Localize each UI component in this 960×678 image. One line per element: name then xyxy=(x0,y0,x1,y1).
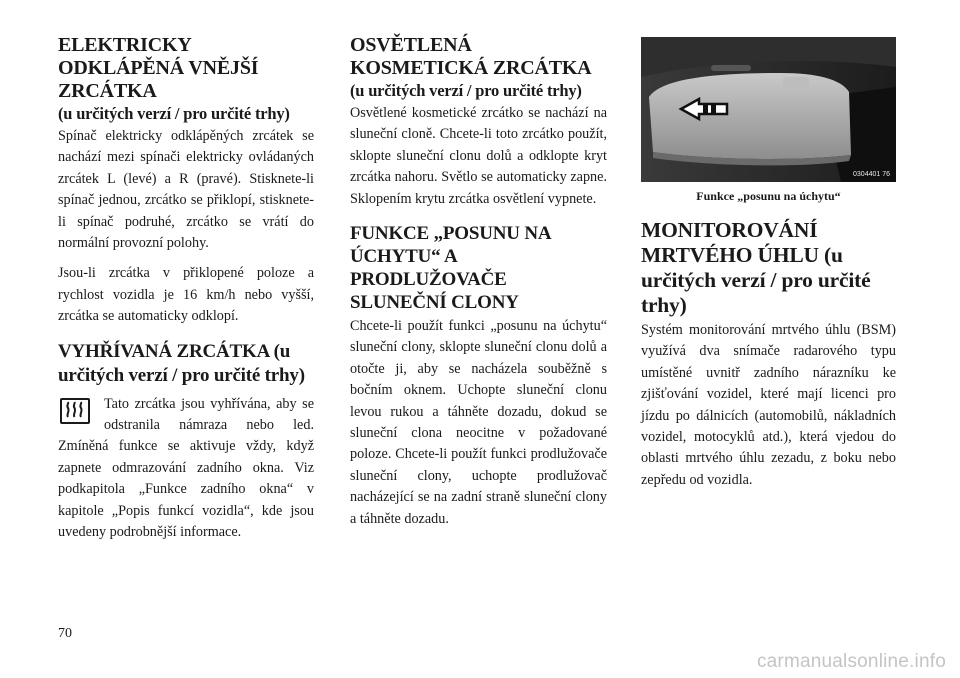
photo-code: 0304401 76 xyxy=(853,171,890,178)
paragraph-folding-switch: Spínač elektricky odklápěných zrcátek se nachází mezi spínači elektricky ovládaných zrcátek L (levé) a R (pravé). Stisknete-li spínač jednou, zrcátko se přiklopí, stisknete-li spínač podruhé, zrcátko se vrátí do normální provozní polohy. xyxy=(58,128,314,252)
paragraph-heated-mirrors: Tato zrcátka jsou vyhřívána, aby se odstranila námraza nebo led. Zmíněná funkce se aktivuje vždy, když zapnete odmrazování zadního okna. Viz podkapitola „Funkce zadního okna“ v kapitole „Popis funkcí vozidla“, kde jsou uvedeny podrobnější informace. xyxy=(58,395,314,541)
heading-blind-spot: MONITOROVÁNÍ MRTVÉHO ÚHLU (u určitých verzí / pro určité trhy) xyxy=(641,218,871,317)
sun-visor-illustration xyxy=(641,37,896,182)
heading-folding-mirrors-sub: (u určitých verzí / pro určité trhy) xyxy=(58,104,290,123)
photo-caption: Funkce „posunu na úchytu“ xyxy=(696,189,841,203)
watermark: carmanualsonline.info xyxy=(756,651,946,672)
page-number: 70 xyxy=(58,626,72,641)
rear-defrost-icon xyxy=(60,398,90,424)
heated-mirrors-section xyxy=(58,394,314,544)
column-right xyxy=(641,34,896,491)
heading-heated-mirrors: VYHŘÍVANÁ ZRCÁTKA (u určitých verzí / pro určité trhy) xyxy=(58,340,305,386)
paragraph-vanity-mirror: Osvětlené kosmetické zrcátko se nachází na sluneční cloně. Chcete-li toto zrcátko použít, sklopte sluneční clonu dolů a odklopte kryt zrcátka nahoru. Světlo se automaticky zapne. Sklopením krytu zrcátka osvětlení vypnete. xyxy=(350,105,607,207)
paragraph-blind-spot: Systém monitorování mrtvého úhlu (BSM) využívá dva snímače radarového typu umístěné uvnitř zadního nárazníku ke zjišťování vozidel, které mají licenci pro jízdu po dálnicích (automobilů, nákladních vozidel, motocyklů atd.), která vjedou do oblasti mrtvého úhlu zezadu, z boku nebo zepředu od vozidla. xyxy=(641,322,896,488)
sun-visor-photo xyxy=(641,37,896,182)
paragraph-folding-auto: Jsou-li zrcátka v přiklopené poloze a rychlost vozidla je 16 km/h nebo vyšší, zrcátka se automaticky odklopí. xyxy=(58,265,314,325)
heading-vanity-mirrors: OSVĚTLENÁ KOSMETICKÁ ZRCÁTKA (u určitých verzí / pro určité trhy) xyxy=(350,34,607,101)
paragraph-slide-on-rod: Chcete-li použít funkci „posunu na úchytu“ sluneční clony, sklopte sluneční clonu dolů a otočte ji, aby se nacházela souběžně s bočním oknem. Uchopte sluneční clonu levou rukou a táhněte dozadu, dokud se sluneční clona neocitne v požadované poloze. Chcete-li použít funkci prodlužovače sluneční clony, uchopte prodlužovač nacházející se na zadní straně sluneční clony a táhněte dozadu. xyxy=(350,318,607,527)
column-middle xyxy=(350,34,607,530)
heading-slide-on-rod: FUNKCE „POSUNU NA ÚCHYTU“ A PRODLUŽOVAČE SLUNEČNÍ CLONY xyxy=(350,223,551,314)
heading-folding-mirrors: ELEKTRICKY ODKLÁPĚNÁ VNĚJŠÍ ZRCÁTKA (u určitých verzí / pro určité trhy) xyxy=(58,34,314,124)
column-left xyxy=(58,34,314,544)
heading-vanity-mirrors-sub: (u určitých verzí / pro určité trhy) xyxy=(350,81,582,100)
